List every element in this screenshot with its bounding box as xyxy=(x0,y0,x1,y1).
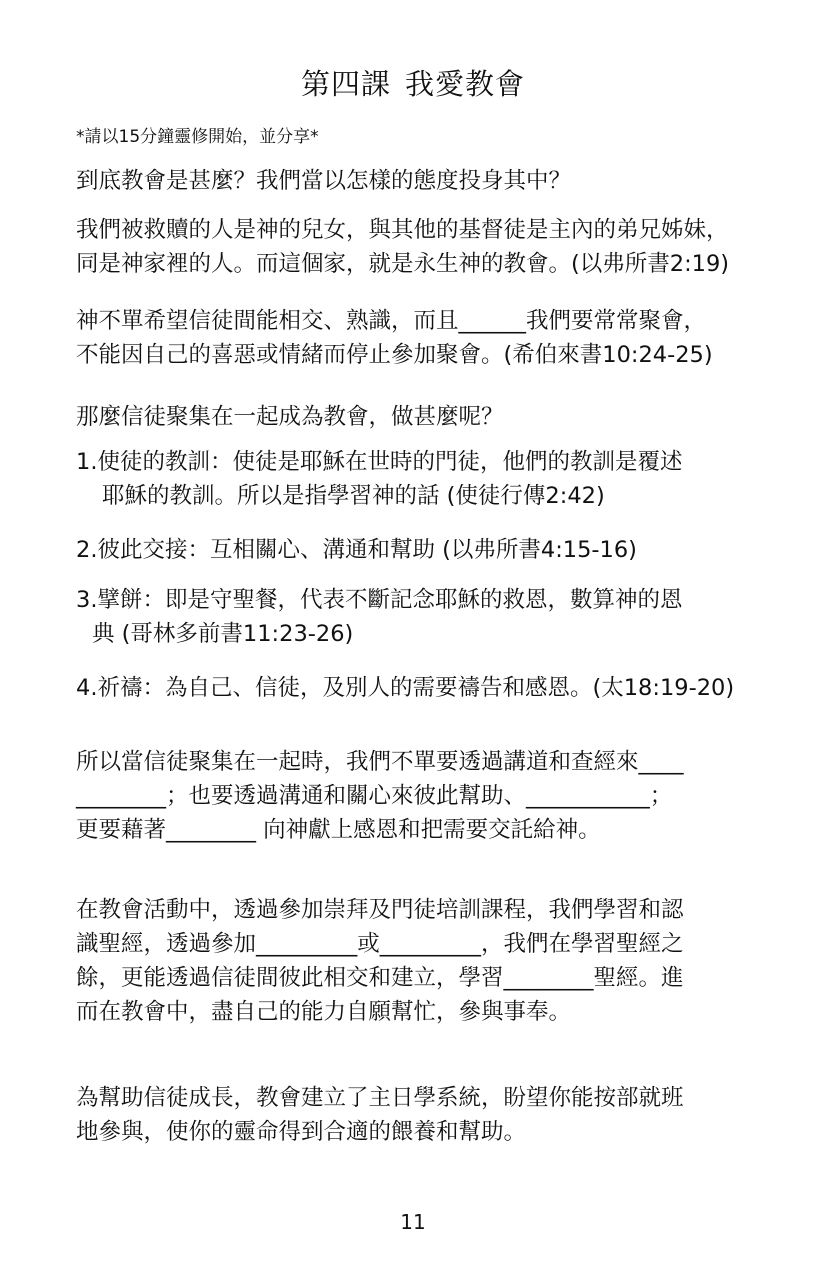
paragraph-line: 餘，更能透過信徒間彼此相交和建立，學習________聖經。進 xyxy=(76,965,684,991)
paragraph-line: 所以當信徒聚集在一起時，我們不單要透過講道和查經來____ xyxy=(76,749,684,775)
devotion-note: *請以15分鐘靈修開始，並分享* xyxy=(76,127,319,147)
paragraph-line: ________；也要透過溝通和關心來彼此幫助、___________； xyxy=(76,783,673,809)
paragraph-line: 同是神家裡的人。而這個家，就是永生神的教會。(以弗所書2:19) xyxy=(76,251,730,277)
question-what-church-does: 那麼信徒聚集在一起成為教會，做甚麼呢？ xyxy=(76,404,504,430)
paragraph-line: 更要藉著________ 向神獻上感恩和把需要交託給神。 xyxy=(76,817,601,843)
paragraph-line: 而在教會中，盡自己的能力自願幫忙，參與事奉。 xyxy=(76,999,572,1025)
paragraph-line: 在教會活動中，透過參加崇拜及門徒培訓課程，我們學習和認 xyxy=(76,897,684,923)
paragraph-line: 神不單希望信徒間能相交、熟識，而且______我們要常常聚會， xyxy=(76,308,707,334)
list-item-line: 1.使徒的教訓：使徒是耶穌在世時的門徒，他們的教訓是覆述 xyxy=(76,449,683,475)
paragraph-fill-in-gathering xyxy=(76,745,766,847)
paragraph-fill-in-activities xyxy=(76,893,766,1029)
paragraph-line: 為幫助信徒成長，教會建立了主日學系統，盼望你能按部就班 xyxy=(76,1085,684,1111)
paragraph-sunday-school xyxy=(76,1081,766,1149)
lesson-number: 第四課 xyxy=(300,67,391,101)
paragraph-gathering xyxy=(76,304,766,372)
question-church-meaning: 到底教會是甚麼？我們當以怎樣的態度投身其中？ xyxy=(76,168,572,194)
page-title xyxy=(0,62,826,103)
list-item-prayer: 4.祈禱：為自己、信徒，及別人的需要禱告和感恩。(太18:19-20) xyxy=(76,675,735,701)
list-item-line: 耶穌的教訓。所以是指學習神的話 (使徒行傳2:42) xyxy=(102,483,605,509)
paragraph-line: 我們被救贖的人是神的兒女，與其他的基督徒是主內的弟兄姊妹， xyxy=(76,217,729,243)
lesson-name: 我愛教會 xyxy=(405,67,526,101)
list-item-line: 3.擘餅：即是守聖餐，代表不斷記念耶穌的救恩，數算神的恩 xyxy=(76,587,683,613)
list-item-line: 典 (哥林多前書11:23-26) xyxy=(92,621,354,647)
paragraph-children-of-god xyxy=(76,213,766,281)
list-item-apostles-teaching xyxy=(76,445,766,513)
paragraph-line: 識聖經，透過參加_________或_________，我們在學習聖經之 xyxy=(76,931,684,957)
paragraph-line: 不能因自己的喜惡或情緒而停止參加聚會。(希伯來書10:24-25) xyxy=(76,342,713,368)
page-number: 11 xyxy=(400,1210,426,1234)
list-item-fellowship: 2.彼此交接：互相關心、溝通和幫助 (以弗所書4:15-16) xyxy=(76,537,637,563)
paragraph-line: 地參與，使你的靈命得到合適的餵養和幫助。 xyxy=(76,1119,527,1145)
list-item-breaking-bread xyxy=(76,583,766,651)
